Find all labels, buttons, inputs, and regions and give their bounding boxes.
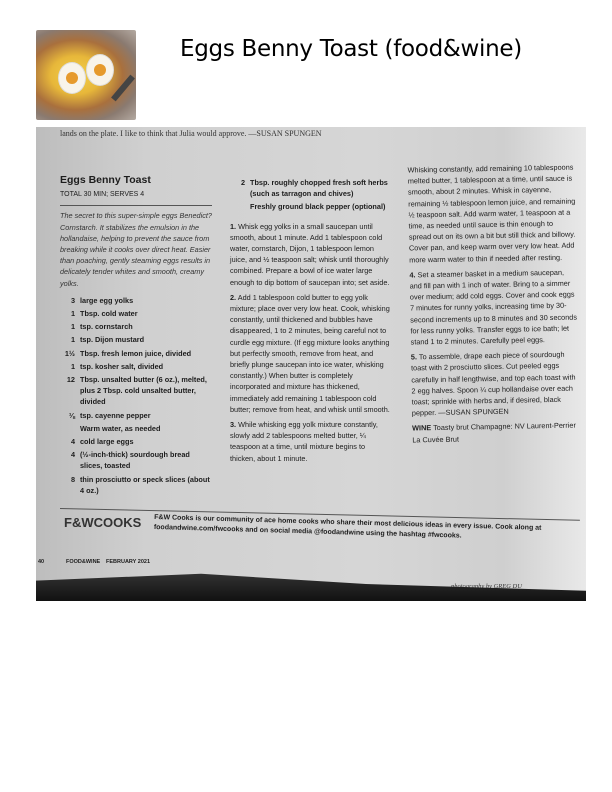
step-3	[230, 419, 392, 464]
ingredient-text: Warm water, as needed	[80, 423, 161, 433]
ingredient-item	[60, 321, 212, 332]
ingredient-item	[60, 436, 212, 447]
recipe-intro: The secret to this super-simple eggs Benedict? Cornstarch. It stabilizes the emulsion in the hollandaise, helping to prevent the sauce from breaking while it cooks over direct heat. Easier than poaching, gently steaming eggs results in delicately tender whites and smooth, creamy yolks.	[60, 211, 212, 288]
fw-cooks-logo: F&WCOOKS	[64, 515, 142, 530]
step-5	[411, 349, 580, 419]
magazine-page-scan	[36, 127, 586, 601]
column-3	[408, 162, 581, 450]
steps-list	[230, 221, 392, 464]
ingredient-quantity: 12	[66, 375, 75, 385]
step-2	[230, 292, 392, 415]
step-number: 1.	[230, 221, 237, 231]
fork-icon	[111, 75, 135, 102]
step-3-continued: Whisking constantly, add remaining 10 tablespoons melted butter, 1 tablespoon at a time, until sauce is smooth, about 2 minutes. Whisk in cayenne, remaining ½ tablespoon lemon juice, and remaining ½ teaspoon salt. Add warm water, 1 teaspoon at a time, as needed until sauce is thin enough to spread out on its own a bit but still thick and billowy. Cover pan, and keep warm over very low heat. Add more warm water to thin if needed after resting.	[407, 162, 576, 265]
step-text: Whisk egg yolks in a small saucepan until smooth, about 1 minute. Add 1 tablespoon cold water, cornstarch, Dijon, 1 tablespoon lemon juice, and ½ teaspoon salt; whisk until thoroughly combined. Prepare a bowl of ice water large enough to dip bottom of saucepan into; set aside.	[230, 221, 390, 287]
column-1	[60, 175, 212, 496]
ingredient-item	[60, 374, 212, 408]
photo-credit: photography by GREG DU	[451, 583, 522, 590]
ingredient-quantity: 3	[70, 295, 75, 305]
step-text: To assemble, drape each piece of sourdough toast with 2 prosciutto slices. Cut peeled eggs carefully in half lengthwise, and top each toast with 2 egg halves. Spoon ¼ cup hollandaise over each toast; sprinkle with herbs and, if desired, black pepper. —SUSAN SPUNGEN	[411, 350, 576, 418]
ingredient-item	[60, 334, 212, 345]
ingredient-quantity: 4	[70, 450, 75, 460]
ingredient-item	[60, 295, 212, 306]
ingredient-text: tsp. kosher salt, divided	[80, 361, 164, 371]
ingredient-text: Tbsp. fresh lemon juice, divided	[80, 348, 192, 358]
ingredient-item	[230, 177, 392, 199]
ingredient-item	[60, 348, 212, 359]
issue-date: FEBRUARY 2021	[106, 559, 151, 565]
ingredient-text: tsp. Dijon mustard	[80, 335, 145, 345]
ingredient-text: large egg yolks	[80, 295, 134, 305]
ingredient-text: Tbsp. unsalted butter (6 oz.), melted, plus 2 Tbsp. cold unsalted butter, divided	[80, 375, 207, 407]
ingredient-quantity: 8	[70, 474, 75, 484]
page-number: 40	[38, 559, 45, 565]
ingredient-quantity: 1	[70, 322, 75, 332]
step-text: While whisking egg yolk mixture constantly, slowly add 2 tablespoons melted butter, ¼ teaspoon at a time, until mixture begins to thicken, about 1 minute.	[230, 420, 378, 463]
recipe-meta: TOTAL 30 MIN; SERVES 4	[60, 189, 212, 206]
ingredient-text: Freshly ground black pepper (optional)	[250, 202, 386, 212]
steps-list-continued	[409, 266, 580, 419]
fw-cooks-blurb: F&W Cooks is our community of ace home cooks who share their most delicious ideas in every issue. Cook along at foodandwine.com/fwcooks and on social media @foodandwine using the hashtag #fwcooks.	[153, 514, 542, 540]
ingredient-quantity	[60, 423, 80, 434]
ingredient-text: tsp. cornstarch	[80, 322, 133, 332]
ingredient-item	[60, 474, 212, 496]
recipe-photo	[36, 30, 136, 120]
ingredient-text: Tbsp. cold water	[80, 309, 138, 319]
step-number: 2.	[230, 292, 237, 302]
magazine-name: FOOD&WINE	[66, 559, 101, 565]
step-number: 3.	[230, 420, 237, 430]
ingredient-list	[60, 295, 212, 496]
ingredient-text: tsp. cayenne pepper	[80, 410, 151, 420]
document-title: Eggs Benny Toast (food&wine)	[180, 36, 522, 62]
step-text: Set a steamer basket in a medium saucepan, and fill pan with 1 inch of water. Bring to a simmer over medium; add cold eggs. Cover and cook eggs 7 minutes for runny yolks, increasing time by 30-second increments up to 8 minutes and 30 seconds for less runny yolks. Transfer eggs to ice bath; let stand 1 to 2 minutes. Carefully peel eggs.	[409, 267, 578, 347]
wine-pairing: WINE Toasty brut Champagne: NV Laurent-Perrier La Cuvée Brut	[412, 421, 576, 445]
step-1	[230, 221, 392, 288]
ingredient-item	[60, 308, 212, 319]
ingredient-text: thin prosciutto or speck slices (about 4 oz.)	[80, 474, 210, 495]
ingredient-item	[60, 410, 212, 421]
ingredient-item	[60, 423, 212, 434]
ingredient-quantity: ⅛	[68, 410, 75, 420]
previous-text-line: lands on the plate. I like to think that Julia would approve. —SUSAN SPUNGEN	[60, 129, 322, 138]
ingredient-quantity: 1	[70, 361, 75, 371]
step-text: Add 1 tablespoon cold butter to egg yolk mixture; place over very low heat. Cook, whisking constantly, until thickened and bubbles have disappeared, 1 to 2 minutes, being careful not to curdle egg mixture. (If egg mixture looks anything but perfectly smooth, remove from heat, and briefly plunge saucepan into ice water, whisking constantly.) When butter is completely incorporated and mixture has thickened, immediately add remaining 1 tablespoon cold butter; remove from heat, and whisk until smooth.	[230, 292, 390, 414]
ingredient-text: Tbsp. roughly chopped fresh soft herbs (such as tarragon and chives)	[250, 178, 388, 199]
ingredient-item	[230, 201, 392, 212]
ingredient-quantity: 1	[70, 335, 75, 345]
ingredient-list-continued	[230, 177, 392, 213]
ingredient-item	[60, 449, 212, 471]
step-number: 5.	[410, 352, 418, 362]
ingredient-quantity	[230, 201, 250, 212]
column-2	[230, 175, 392, 468]
ingredient-quantity: 1½	[64, 348, 75, 358]
ingredient-quantity: 4	[70, 437, 75, 447]
step-4	[409, 266, 578, 347]
ingredient-item	[60, 361, 212, 372]
step-number: 4.	[409, 270, 416, 280]
ingredient-quantity: 2	[240, 178, 245, 187]
ingredient-text: (½-inch-thick) sourdough bread slices, toasted	[80, 450, 190, 471]
ingredient-text: cold large eggs	[80, 437, 134, 447]
recipe-title: Eggs Benny Toast	[60, 174, 151, 186]
ingredient-quantity: 1	[70, 309, 75, 319]
